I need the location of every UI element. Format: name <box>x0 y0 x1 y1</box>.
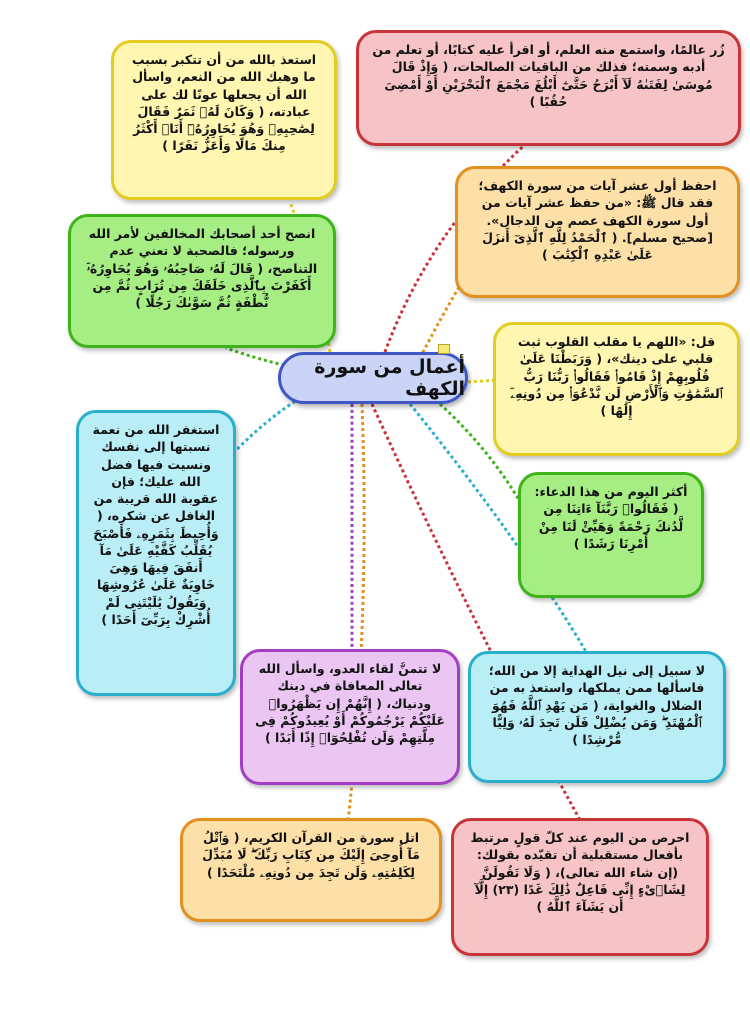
branch-mercy-supplication <box>518 472 704 598</box>
branch-memorize-first-ten-verses <box>455 166 740 298</box>
branch-ask-wellbeing <box>240 649 460 785</box>
central-topic <box>278 352 468 404</box>
central-topic-label: أعمال من سورة الكهف <box>314 356 465 400</box>
branch-steadfast-heart <box>493 322 740 456</box>
branch-guidance <box>468 651 726 783</box>
note-marker-icon <box>438 344 450 354</box>
branch-text: استغفر الله من نعمة نسبتها إلى نفسك ونسيت فيها فضل الله عليك؛ فإن عقوبة الله قريبة من الغافل عن شكره، ( وَأُحِيطَ بِثَمَرِهِۦ فَأَصْبَحَ يُقَلِّبُ كَفَّيْهِ عَلَىٰ مَآ أَنفَقَ فِيهَا وَهِىَ خَاوِيَةٌ عَلَىٰ عُرُوشِهَا وَيَقُولُ يَٰلَيْتَنِى لَمْ أُشْرِكْ بِرَبِّىٓ أَحَدًا ) <box>92 422 220 627</box>
branch-text: اتل سورة من القرآن الكريم، ( وَٱتْلُ مَآ أُوحِىَ إِلَيْكَ مِن كِتَابِ رَبِّكَ ۖ لَا مُبَدِّلَ لِكَلِمَٰتِهِۦ وَلَن تَجِدَ مِن دُونِهِۦ مُلْتَحَدًا ) <box>202 830 420 880</box>
branch-text: انصح أحد أصحابك المخالفين لأمر الله ورسوله؛ فالصحبة لا تعني عدم التناصح، ( قَالَ لَهُۥ صَاحِبُهُۥ وَهُوَ يُحَاوِرُهُۥٓ أَكَفَرْتَ بِٱلَّذِى خَلَقَكَ مِن تُرَابٍ ثُمَّ مِن نُّطْفَةٍ ثُمَّ سَوَّىٰكَ رَجُلًا ) <box>86 226 318 310</box>
branch-text: احرص من اليوم عند كلّ قولٍ مرتبط بأفعال مستقبلية أن تقيّده بقولك: (إن شاء الله تعالى)، ( وَلَا تَقُولَنَّ لِشَا۟ىْءٍ إِنِّى فَاعِلٌ ذَٰلِكَ غَدًا (٢٣) إِلَّآ أَن يَشَآءَ ٱللَّهُ ) <box>470 830 690 914</box>
branch-seek-forgiveness <box>76 410 236 696</box>
branch-text: استعذ بالله من أن تتكبر بسبب ما وهبك الله من النعم، واسأل الله أن يجعلها عونًا لك على عبادته، ( وَكَانَ لَهُۥ ثَمَرٌ فَقَالَ لِصَٰحِبِهِۦ وَهُوَ يُحَاوِرُهُۥٓ أَنَا۠ أَكْثَرُ مِنكَ مَالًا وَأَعَزُّ نَفَرًا ) <box>131 52 317 154</box>
branch-say-inshallah <box>451 818 709 956</box>
branch-text: قل: «اللهم يا مقلب القلوب ثبت قلبي على دينك»، ( وَرَبَطْنَا عَلَىٰ قُلُوبِهِمْ إِذْ قَامُوا۟ فَقَالُوا۟ رَبُّنَا رَبُّ ٱلسَّمَٰوَٰتِ وَٱلْأَرْضِ لَن نَّدْعُوَا۟ مِن دُونِهِۦٓ إِلَٰهًا ) <box>510 334 723 418</box>
branch-text: لا سبيل إلى نيل الهداية إلا من الله؛ فاسألها ممن يملكها، واستعذ به من الضلال والغواية، ( مَن يَهْدِ ٱللَّهُ فَهُوَ ٱلْمُهْتَدِ ۖ وَمَن يُضْلِلْ فَلَن تَجِدَ لَهُۥ وَلِيًّا مُّرْشِدًا ) <box>488 663 706 747</box>
branch-text: لا تتمنَّ لقاء العدو، واسأل الله تعالى المعافاة في دينك ودنياك، ( إِنَّهُمْ إِن يَظْهَرُوا۟ عَلَيْكُمْ يَرْجُمُوكُمْ أَوْ يُعِيدُوكُمْ فِى مِلَّتِهِمْ وَلَن تُفْلِحُوٓا۟ إِذًا أَبَدًا ) <box>255 661 445 745</box>
branch-text: احفظ أول عشر آيات من سورة الكهف؛ فقد قال ﷺ: «من حفظ عشر آيات من أول سورة الكهف عصم من الدجال». [صحيح مسلم]. ( ٱلْحَمْدُ لِلَّهِ ٱلَّذِىٓ أَنزَلَ عَلَىٰ عَبْدِهِ ٱلْكِتَٰبَ ) <box>478 178 717 262</box>
branch-avoid-arrogance <box>111 40 337 200</box>
branch-advise-companion <box>68 214 336 348</box>
branch-visit-scholar <box>356 30 741 146</box>
branch-recite-quran <box>180 818 442 922</box>
branch-text: أكثر اليوم من هذا الدعاء: ( فَقَالُوا۟ رَبَّنَآ ءَاتِنَا مِن لَّدُنكَ رَحْمَةً وَهَيِّئْ لَنَا مِنْ أَمْرِنَا رَشَدًا ) <box>534 484 688 551</box>
branch-text: زُر عالمًا، واستمع منه العلم، أو اقرأ عليه كتابًا، أو تعلم من أدبه وسمته؛ فذلك من الباقيات الصالحات، ( وَإِذْ قَالَ مُوسَىٰ لِفَتَىٰهُ لَآ أَبْرَحُ حَتَّىٰٓ أَبْلُغَ مَجْمَعَ ٱلْبَحْرَيْنِ أَوْ أَمْضِىَ حُقُبًا ) <box>372 42 725 109</box>
